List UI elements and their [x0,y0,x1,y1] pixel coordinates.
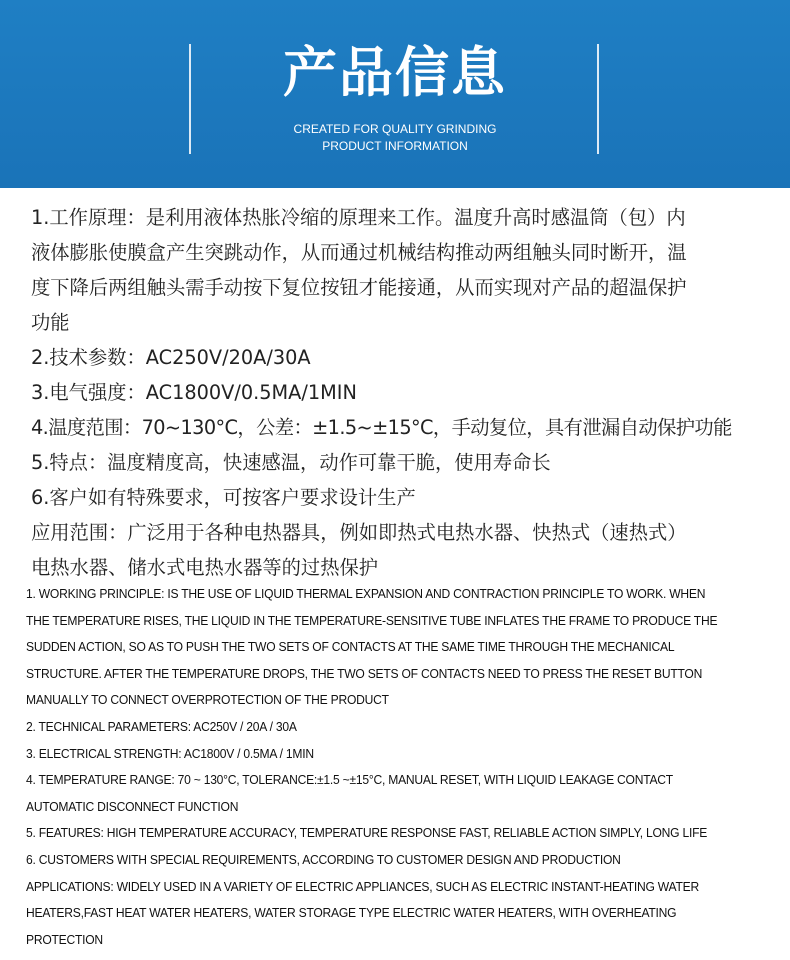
en-line: APPLICATIONS: WIDELY USED IN A VARIETY OF ELECTRIC APPLIANCES, SUCH AS ELECTRIC INSTANT-HEATING WATER [26,878,699,894]
cn-line: 4.温度范围：70~130°C，公差：±1.5~±15°C，手动复位，具有泄漏自动保护功能 [31,416,732,439]
banner-subtitle [0,121,790,155]
banner-subtitle-line-1: CREATED FOR QUALITY GRINDING [293,122,497,136]
en-line: HEATERS,FAST HEAT WATER HEATERS, WATER STORAGE TYPE ELECTRIC WATER HEATERS, WITH OVERHEATING [26,905,677,921]
cn-line: 6.客户如有特殊要求，可按客户要求设计生产 [31,486,416,509]
en-line: 3. ELECTRICAL STRENGTH: AC1800V / 0.5MA / 1MIN [26,745,314,761]
en-line: 6. CUSTOMERS WITH SPECIAL REQUIREMENTS, ACCORDING TO CUSTOMER DESIGN AND PRODUCTION [26,851,621,867]
cn-line: 5.特点：温度精度高，快速感温，动作可靠干脆，使用寿命长 [31,451,551,474]
en-line: THE TEMPERATURE RISES, THE LIQUID IN THE TEMPERATURE-SENSITIVE TUBE INFLATES THE FRAME TO PRODUCE THE [26,612,718,628]
english-description [26,581,789,953]
cn-line: 1.工作原理：是利用液体热胀冷缩的原理来工作。温度升高时感温筒（包）内 [31,206,686,229]
en-line: 2. TECHNICAL PARAMETERS: AC250V / 20A / 30A [26,718,297,734]
cn-line: 3.电气强度：AC1800V/0.5MA/1MIN [31,381,357,404]
cn-line: 液体膨胀使膜盒产生突跳动作，从而通过机械结构推动两组触头同时断开，温 [31,241,687,264]
en-line: STRUCTURE. AFTER THE TEMPERATURE DROPS, THE TWO SETS OF CONTACTS NEED TO PRESS THE RESET BUTTON [26,665,703,681]
cn-line: 度下降后两组触头需手动按下复位按钮才能接通，从而实现对产品的超温保护 [31,276,687,299]
chinese-description [31,200,779,585]
header-banner [0,0,790,188]
en-line: MANUALLY TO CONNECT OVERPROTECTION OF THE PRODUCT [26,692,389,708]
en-line: AUTOMATIC DISCONNECT FUNCTION [26,798,239,814]
en-line: PROTECTION [26,931,103,947]
en-line: 5. FEATURES: HIGH TEMPERATURE ACCURACY, TEMPERATURE RESPONSE FAST, RELIABLE ACTION SIMPLY, LONG LIFE [26,825,708,841]
en-line: 4. TEMPERATURE RANGE: 70 ~ 130°C, TOLERANCE:±1.5 ~±15°C, MANUAL RESET, WITH LIQUID LEAKAGE CONTACT [26,772,673,788]
page-title: 产品信息 [283,41,507,104]
banner-subtitle-line-2: PRODUCT INFORMATION [322,139,468,153]
cn-line: 电热水器、储水式电热水器等的过热保护 [31,556,379,579]
cn-line: 功能 [31,311,70,334]
cn-line: 应用范围：广泛用于各种电热器具，例如即热式电热水器、快热式（速热式） [31,521,687,544]
en-line: SUDDEN ACTION, SO AS TO PUSH THE TWO SETS OF CONTACTS AT THE SAME TIME THROUGH THE MECHANICAL [26,639,675,655]
cn-line: 2.技术参数：AC250V/20A/30A [31,346,311,369]
en-line: 1. WORKING PRINCIPLE: IS THE USE OF LIQUID THERMAL EXPANSION AND CONTRACTION PRINCIPLE TO WORK. WHEN [26,586,706,601]
